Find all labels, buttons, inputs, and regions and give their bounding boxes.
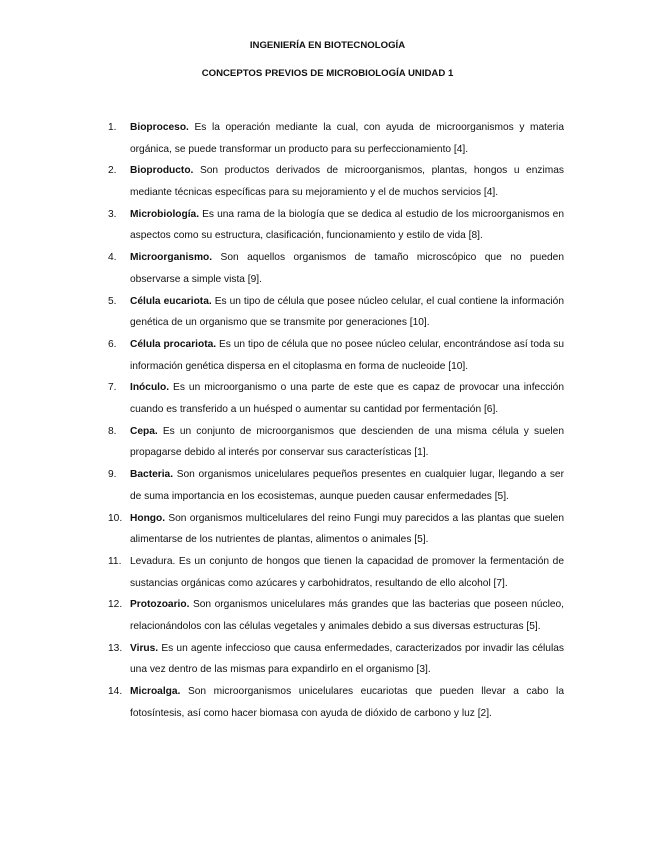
list-item-definition: Es un agente infeccioso que causa enfermedades, caracterizados por invadir las células una vez dentro de las mismas para expandirlo en el organismo [3].	[130, 642, 564, 676]
list-item	[108, 247, 564, 290]
list-item-number: 13.	[108, 642, 123, 654]
list-item-number: 4.	[108, 252, 117, 264]
list-item-term: Cepa.	[130, 425, 158, 437]
list-item	[108, 291, 564, 334]
list-item-term: Bioproceso.	[130, 122, 189, 133]
list-item	[108, 681, 564, 724]
list-item-body	[130, 594, 564, 637]
list-item-body	[130, 204, 564, 247]
list-item-body	[130, 377, 564, 420]
list-item-body	[130, 464, 564, 507]
list-item	[108, 464, 564, 507]
list-item-number: 5.	[108, 295, 117, 307]
list-item-definition: Levadura. Es un conjunto de hongos que tienen la capacidad de promover la fermentación de sustancias orgánicas como azúcares y carbohidratos, resultando de ello alcohol [7].	[130, 555, 564, 589]
list-item-number: 6.	[108, 338, 117, 350]
list-item-term: Microorganismo.	[130, 252, 213, 264]
list-item-number: 2.	[108, 165, 117, 177]
list-item	[108, 204, 564, 247]
concept-list	[108, 117, 564, 724]
list-item-body	[130, 551, 564, 594]
list-item-number: 7.	[108, 382, 117, 394]
list-item	[108, 334, 564, 377]
list-item	[108, 377, 564, 420]
list-item-number: 12.	[108, 599, 123, 611]
list-item-body	[130, 334, 564, 377]
list-item	[108, 638, 564, 681]
list-item-body	[130, 508, 564, 551]
list-item-definition: Es una rama de la biología que se dedica al estudio de los microorganismos en aspectos como su estructura, clasificación, funcionamiento y estilo de vida [8].	[130, 208, 564, 242]
list-item-definition: Es la operación mediante la cual, con ayuda de microorganismos y materia orgánica, se puede transformar un producto para su perfeccionamiento [4].	[130, 122, 564, 155]
list-item-definition: Son organismos unicelulares pequeños presentes en cualquier lugar, llegando a ser de suma importancia en los ecosistemas, aunque pueden causar enfermedades [5].	[130, 469, 564, 502]
list-item	[108, 551, 564, 594]
list-item-body	[130, 291, 564, 334]
list-item-definition: Es un microorganismo o una parte de este que es capaz de provocar una infección cuando es transferido a un huésped o aumentar su cantidad por fermentación [6].	[130, 382, 564, 416]
list-item	[108, 160, 564, 203]
list-item	[108, 594, 564, 637]
list-item-body	[130, 160, 564, 203]
list-item-definition: Es un conjunto de microorganismos que descienden de una misma célula y suelen propagarse debido al interés por conservar sus características [1].	[130, 425, 564, 459]
list-item-number: 1.	[108, 122, 117, 133]
list-item-term: Hongo.	[130, 512, 166, 524]
list-item-definition: Son microorganismos unicelulares eucariotas que pueden llevar a cabo la fotosíntesis, así como hacer biomasa con ayuda de dióxido de carbono y luz [2].	[130, 686, 564, 719]
list-item-body	[130, 117, 564, 160]
list-item	[108, 421, 564, 464]
list-item-number: 14.	[108, 686, 123, 698]
list-item-term: Protozoario.	[130, 599, 190, 611]
list-item-definition: Es un tipo de célula que posee núcleo celular, el cual contiene la información genética de un organismo que se transmite por generaciones [10].	[130, 295, 565, 329]
list-item-body	[130, 638, 564, 681]
list-item-number: 10.	[108, 512, 123, 524]
list-item-number: 8.	[108, 425, 117, 437]
document-header-institution: INGENIERÍA EN BIOTECNOLOGÍA	[249, 40, 406, 51]
list-item-number: 9.	[108, 469, 117, 481]
list-item-definition: Es un tipo de célula que no posee núcleo celular, encontrándose así toda su información genética dispersa en el citoplasma en forma de nucleoide [10].	[130, 338, 564, 372]
list-item-term: Inóculo.	[130, 382, 170, 394]
list-item-definition: Son organismos unicelulares más grandes que las bacterias que poseen núcleo, relacionándolos con las células vegetales y animales debido a sus diversas estructuras [5].	[130, 599, 564, 632]
list-item-body	[130, 421, 564, 464]
list-item-number: 3.	[108, 208, 117, 220]
list-item-definition: Son productos derivados de microorganismos, plantas, hongos u enzimas mediante técnicas específicas para su mejoramiento y el de muchos servicios [4].	[130, 165, 564, 199]
list-item-body	[130, 681, 564, 724]
list-item-term: Microbiología.	[130, 208, 200, 220]
list-item-definition: Son organismos multicelulares del reino Fungi muy parecidos a las plantas que suelen alimentarse de los nutrientes de plantas, alimentos o animales [5].	[130, 512, 564, 546]
list-item-term: Microalga.	[130, 686, 181, 698]
list-item-body	[130, 247, 564, 290]
list-item-number: 11.	[108, 555, 122, 567]
list-item-term: Célula eucariota.	[130, 295, 212, 307]
list-item-term: Célula procariota.	[130, 338, 217, 350]
list-item-definition: Son aquellos organismos de tamaño microscópico que no pueden observarse a simple vista [9].	[130, 252, 564, 285]
document-header-title: CONCEPTOS PREVIOS DE MICROBIOLOGÍA UNIDAD 1	[201, 68, 454, 79]
list-item	[108, 508, 564, 551]
list-item-term: Bioproducto.	[130, 165, 194, 177]
list-item	[108, 117, 564, 160]
list-item-term: Bacteria.	[130, 469, 174, 481]
list-item-term: Virus.	[130, 642, 159, 654]
